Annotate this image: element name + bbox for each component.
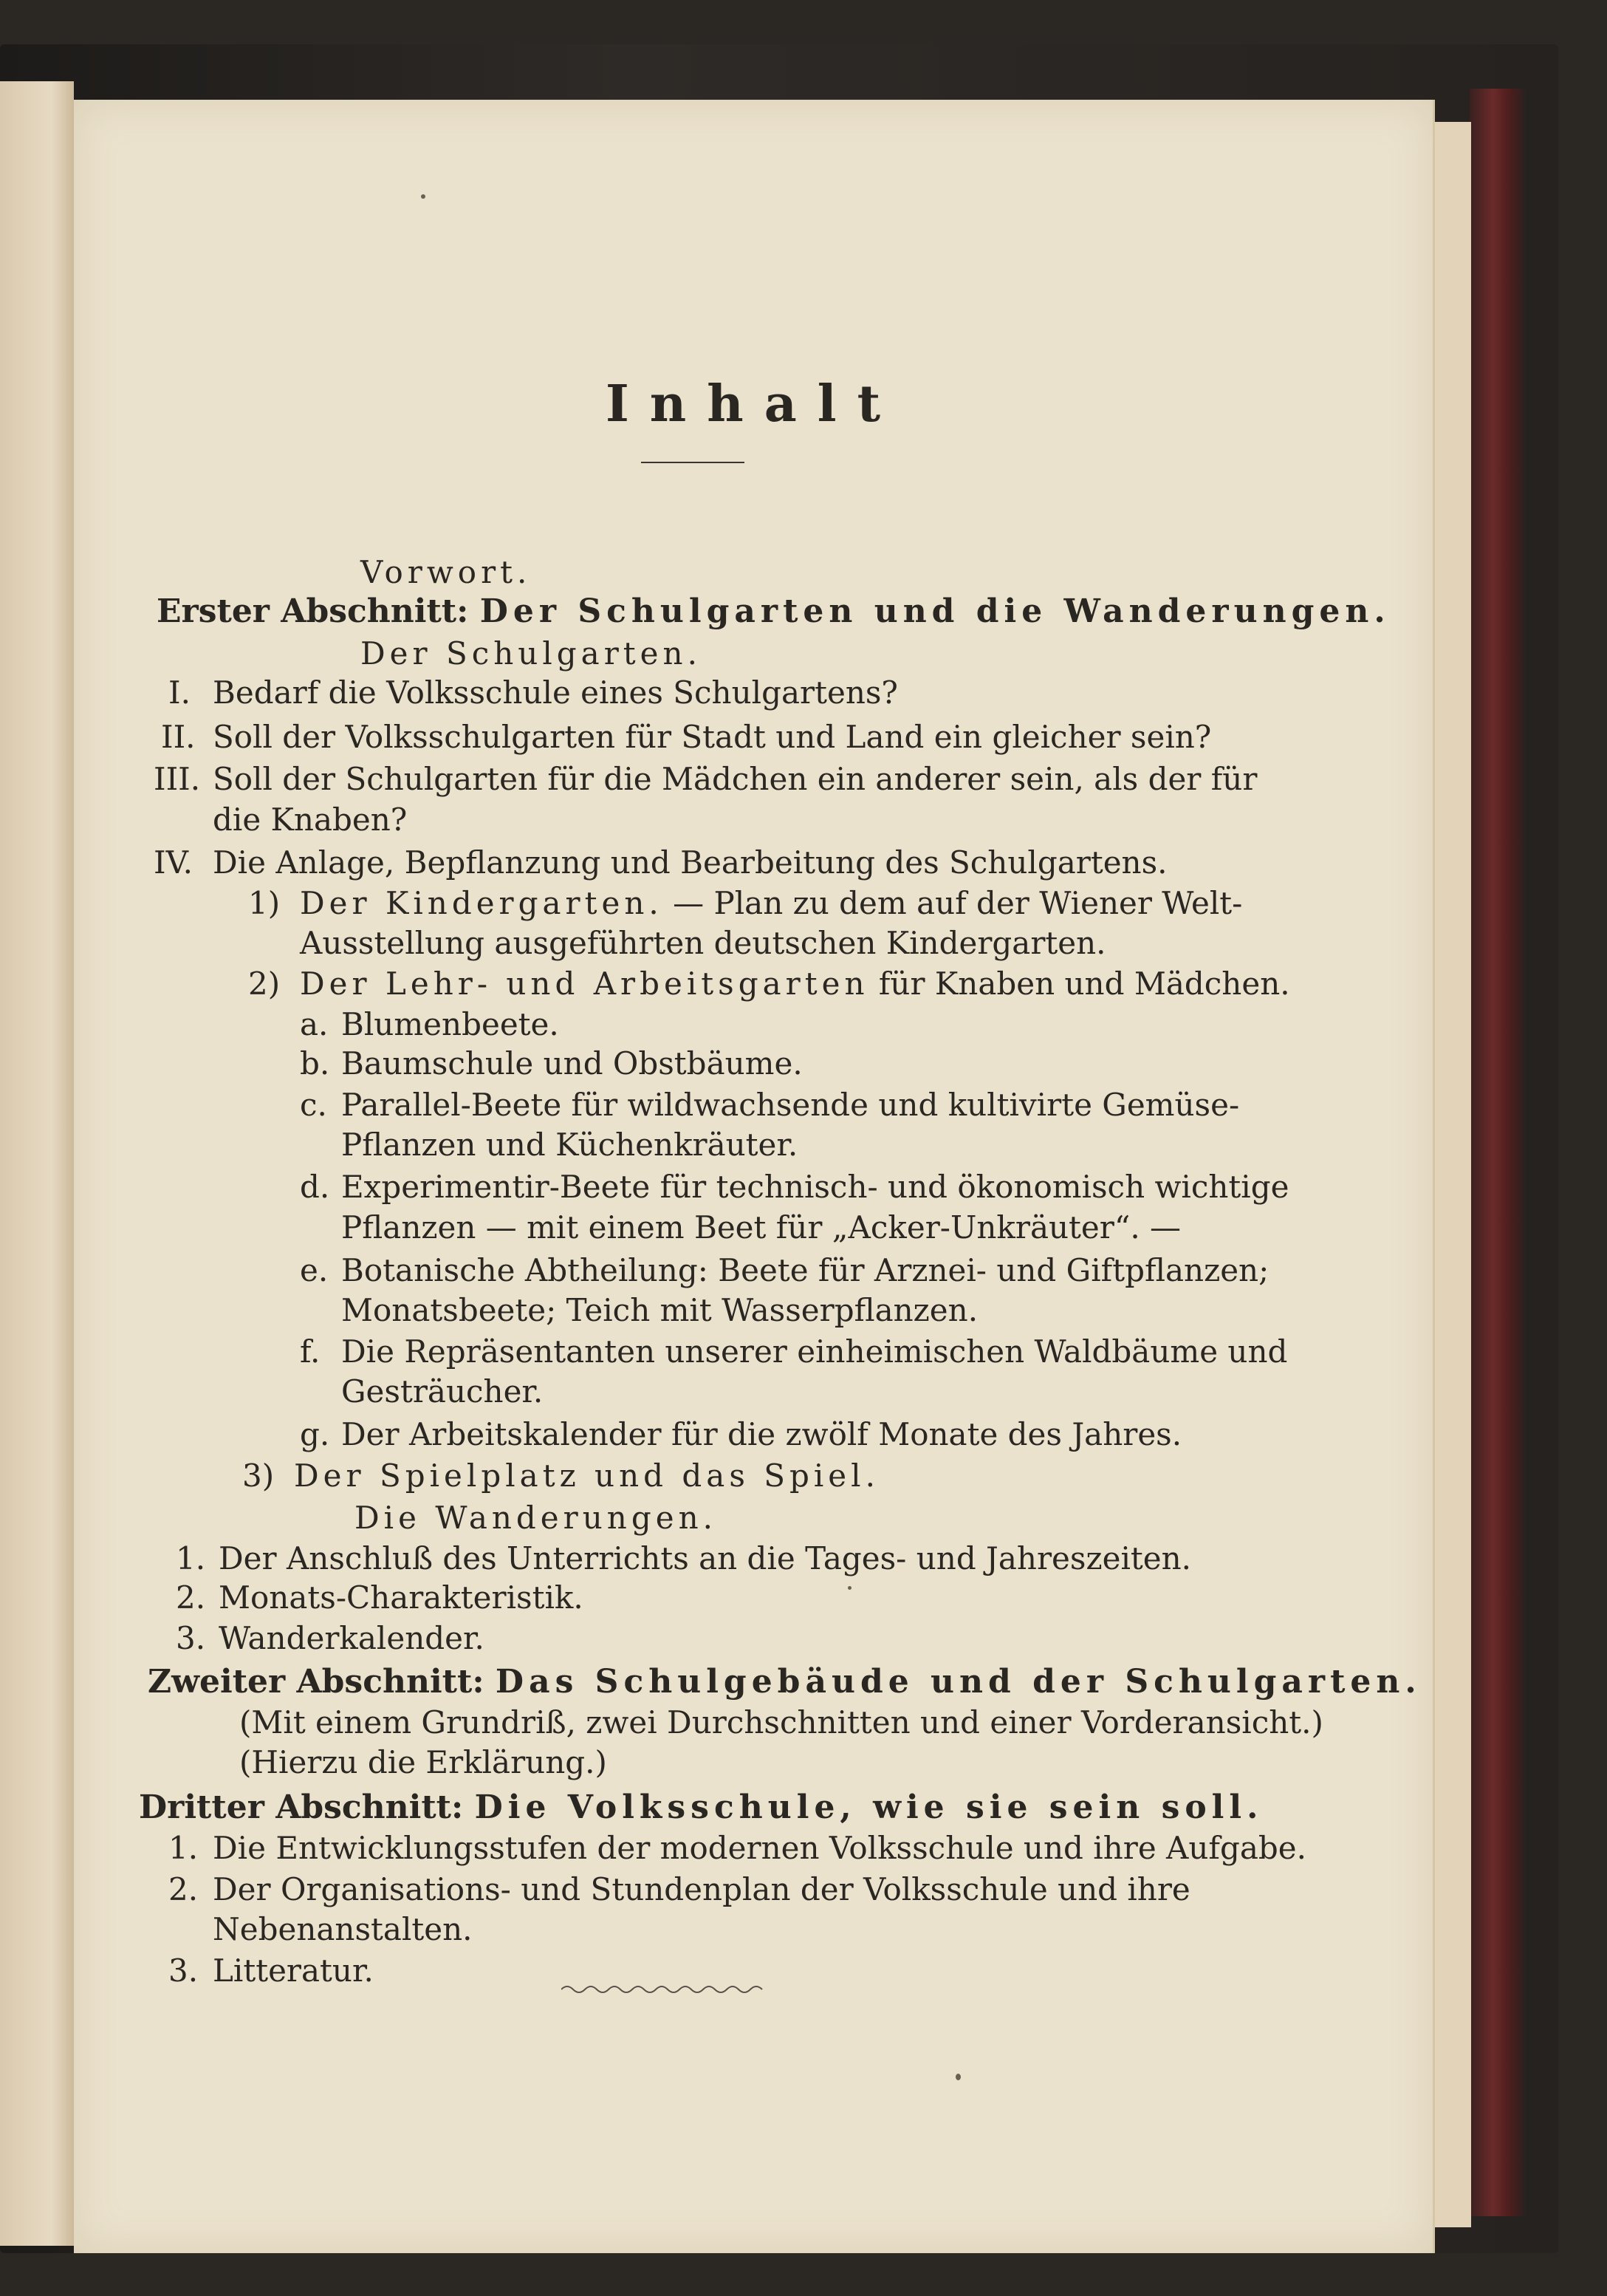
section-note: (Hierzu die Erklärung.) [239,1744,607,1780]
toc-entry: a. Blumenbeete. [300,1006,559,1042]
toc-entry: 1) Der Kindergarten. — Plan zu dem auf der Wiener Welt- [248,885,1243,921]
paper-speck [848,1586,852,1590]
toc-entry: g. Der Arbeitskalender für die zwölf Monate des Jahres. [300,1416,1182,1452]
toc-entry: 3. Wanderkalender. [176,1620,484,1656]
toc-entry: 2. Monats-Charakteristik. [176,1579,583,1616]
facing-page-edge [0,81,74,2246]
section-heading-2: Zweiter Abschnitt: Das Schulgebäude und der Schulgarten. [148,1663,1422,1701]
section-heading-3: Dritter Abschnitt: Die Volksschule, wie sie sein soll. [139,1788,1264,1826]
toc-entry: 3) Der Spielplatz und das Spiel. [242,1458,880,1494]
section-note: (Mit einem Grundriß, zwei Durchschnitten und einer Vorderansicht.) [239,1704,1323,1740]
toc-entry: IV. Die Anlage, Bepflanzung und Bearbeitung des Schulgartens. [154,844,1168,881]
book-spine-edge [1470,89,1529,2216]
toc-entry: c. Parallel-Beete für wildwachsende und kultivirte Gemüse- [300,1087,1240,1123]
toc-entry: I. Bedarf die Volksschule eines Schulgartens? [168,674,898,711]
subsection-heading: Der Schulgarten. [360,635,702,672]
paper-speck [421,194,425,199]
toc-entry-continuation: Nebenanstalten. [213,1911,473,1947]
section-heading-1: Erster Abschnitt: Der Schulgarten und die Wanderungen. [157,592,1391,630]
toc-entry: d. Experimentir-Beete für technisch- und ökonomisch wichtige [300,1169,1289,1205]
wavy-line-ornament [561,1982,768,1997]
toc-entry-continuation: Ausstellung ausgeführten deutschen Kindergarten. [300,925,1106,961]
book-page [74,100,1435,2253]
toc-entry: b. Baumschule und Obstbäume. [300,1045,803,1082]
toc-entry-continuation: Pflanzen und Küchenkräuter. [341,1127,798,1163]
toc-entry: 2. Der Organisations- und Stundenplan der Volksschule und ihre [168,1871,1190,1907]
toc-entry-continuation: Pflanzen — mit einem Beet für „Acker-Unkräuter“. — [341,1209,1182,1246]
toc-entry: 2) Der Lehr- und Arbeitsgarten für Knaben und Mädchen. [248,966,1290,1002]
toc-entry-continuation: Gesträucher. [341,1373,544,1410]
toc-entry: f. Die Repräsentanten unserer einheimischen Waldbäume und [300,1333,1288,1370]
toc-entry: 3. Litteratur. [168,1952,374,1989]
toc-entry: 1. Die Entwicklungsstufen der modernen Volksschule und ihre Aufgabe. [168,1830,1306,1866]
toc-entry-vorwort: Vorwort. [360,554,532,590]
subsection-heading: Die Wanderungen. [354,1500,717,1536]
paper-speck [956,2074,961,2080]
toc-entry: 1. Der Anschluß des Unterrichts an die Tages- und Jahreszeiten. [176,1540,1192,1576]
page-title: Inhalt [606,375,901,434]
toc-entry: III. Soll der Schulgarten für die Mädchen ein anderer sein, als der für [154,761,1258,797]
title-rule [641,462,744,463]
toc-entry: e. Botanische Abtheilung: Beete für Arznei- und Giftpflanzen; [300,1252,1270,1288]
toc-entry-continuation: die Knaben? [213,802,408,838]
toc-entry-continuation: Monatsbeete; Teich mit Wasserpflanzen. [341,1292,979,1328]
toc-entry: II. Soll der Volksschulgarten für Stadt und Land ein gleicher sein? [161,719,1212,755]
table-of-contents [74,100,1433,2253]
